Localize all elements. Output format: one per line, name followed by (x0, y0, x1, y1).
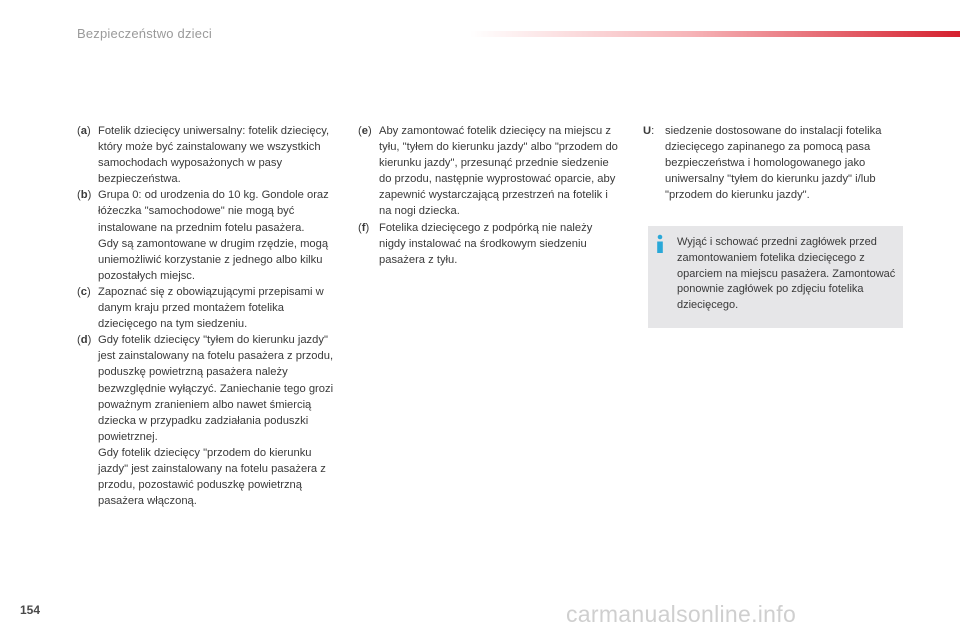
item-marker: (f) (358, 221, 370, 234)
item-text-continued: Gdy są zamontowane w drugim rzędzie, mogą uniemożliwić korzystanie z jednego albo kilku pozostałych miejsc. (98, 237, 329, 282)
item-marker: (e) (358, 125, 372, 137)
list-item-e (358, 123, 620, 220)
info-icon (653, 234, 667, 254)
column-a (77, 123, 343, 509)
list-item-c (77, 284, 343, 332)
header-accent-bar (470, 31, 960, 37)
column-c (643, 123, 905, 203)
item-text-continued: Gdy fotelik dziecięcy "przodem do kierunku jazdy" jest zainstalowany na fotelu pasażera z przodu, pozostawić poduszkę powietrzną pasażera włączoną. (98, 446, 326, 508)
item-text: siedzenie dostosowane do instalacji fotelika dziecięcego zapinanego za pomocą pasa bezpieczeństwa i homologowanego jako uniwersalny "tyłem do kierunku jazdy" i/lub "przodem do kierunku jazdy". (665, 125, 882, 202)
item-text: Fotelika dziecięcego z podpórką nie należy nigdy instalować na środkowym siedzeniu pasażera z tyłu. (379, 221, 593, 266)
item-marker: U: (643, 125, 655, 137)
item-marker: (c) (77, 285, 91, 298)
item-marker: (d) (77, 334, 92, 347)
item-text: Grupa 0: od urodzenia do 10 kg. Gondole oraz łóżeczka "samochodowe" nie mogą być instalowane na przednim fotelu pasażera. (98, 189, 329, 234)
item-text: Zapoznać się z obowiązującymi przepisami w danym kraju przed montażem fotelika dziecięcego na tym siedzeniu. (98, 285, 324, 331)
item-marker: (b) (77, 189, 92, 202)
list-item-u (643, 123, 905, 203)
info-text: Wyjąć i schować przedni zagłówek przed zamontowaniem fotelika dziecięcego z oparciem na miejscu pasażera. Zamontować ponownie zagłówek po zdjęciu fotelika dziecięcego. (677, 236, 896, 312)
list-item-b (77, 187, 343, 284)
item-marker: (a) (77, 125, 91, 137)
list-item-a (77, 123, 343, 187)
page-number: 154 (20, 603, 41, 617)
column-b (358, 123, 620, 268)
watermark: carmanualsonline.info (566, 601, 797, 627)
list-item-f (358, 220, 620, 268)
list-item-d (77, 332, 343, 509)
section-title: Bezpieczeństwo dzieci (77, 26, 212, 41)
item-text: Gdy fotelik dziecięcy "tyłem do kierunku jazdy" jest zainstalowany na fotelu pasażera z przodu, poduszkę powietrzną pasażera należy bezwzględnie wyłączyć. Zaniechanie tego grozi poważnym zranieniem albo nawet śmiercią dziecka w przypadku zadziałania poduszki powietrznej. (98, 334, 334, 443)
item-text: Fotelik dziecięcy uniwersalny: fotelik dziecięcy, który może być zainstalowany we wszystkich samochodach wyposażonych w pasy bezpieczeństwa. (98, 125, 330, 186)
item-text: Aby zamontować fotelik dziecięcy na miejscu z tyłu, "tyłem do kierunku jazdy" albo "przodem do kierunku jazdy", przesunąć przednie siedzenie do przodu, następnie wyprostować oparcie, aby zapewnić wystarczającą przestrzeń na fotelik i na nogi dziecka. (379, 125, 618, 218)
